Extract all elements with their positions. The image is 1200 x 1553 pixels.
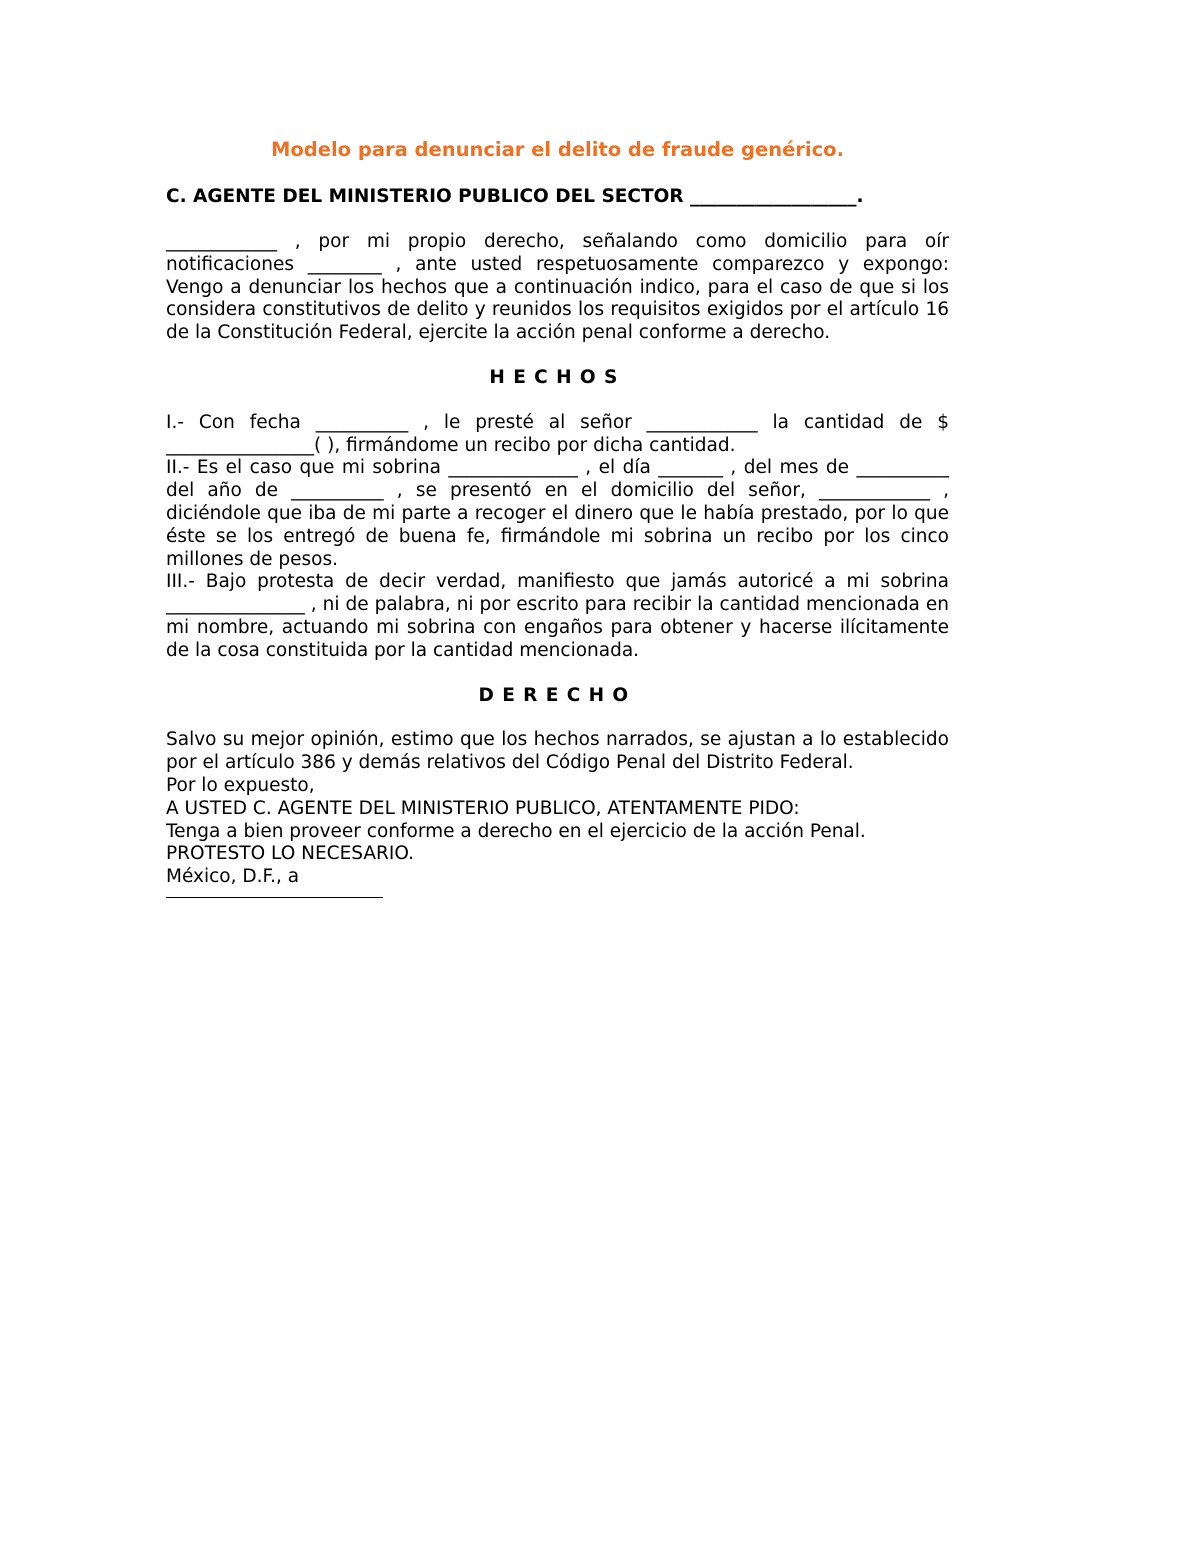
hecho-2: II.- Es el caso que mi sobrina ______________ , el día _______ , del mes de __________ del año de __________ , se presentó en el domicilio del señor, ____________ , diciéndole que iba de mi parte a recoger el dinero que le había prestado, por lo que éste se los entregó de buena fe, firmándole mi sobrina un recibo por los cinco millones de pesos.: [166, 457, 949, 570]
hecho-3: III.- Bajo protesta de decir verdad, manifiesto que jamás autoricé a mi sobrina _______________ , ni de palabra, ni por escrito para recibir la cantidad mencionada en mi nombre, actuando mi sobrina con engaños para obtener y hacerse ilícitamente de la cosa constituida por la cantidad mencionada.: [166, 571, 949, 661]
signature-line: [166, 889, 383, 898]
closing-line-2: A USTED C. AGENTE DEL MINISTERIO PUBLICO, ATENTAMENTE PIDO:: [166, 797, 800, 819]
closing-line-4: PROTESTO LO NECESARIO.: [166, 843, 415, 865]
hechos-heading: HECHOS: [489, 366, 626, 388]
place-date-line: México, D.F., a: [166, 866, 300, 888]
closing-line-1: Por lo expuesto,: [166, 774, 315, 796]
hecho-1: I.- Con fecha __________ , le presté al señor ____________ la cantidad de $ ________________( ), firmándome un recibo por dicha cantidad.: [166, 411, 949, 456]
addressee-line: C. AGENTE DEL MINISTERIO PUBLICO DEL SECTOR __________________.: [166, 186, 864, 207]
document-page: [166, 136, 949, 898]
closing-line-3: Tenga a bien proveer conforme a derecho en el ejercicio de la acción Penal.: [166, 820, 866, 842]
document-title: Modelo para denunciar el delito de fraude genérico.: [271, 138, 844, 161]
intro-paragraph: ____________ , por mi propio derecho, señalando como domicilio para oír notificaciones ________ , ante usted respetuosamente comparezco y expongo: Vengo a denunciar los hechos que a continuación indico, para el caso de que si los considera constitutivos de delito y reunidos los requisitos exigidos por el artículo 16 de la Constitución Federal, ejercite la acción penal conforme a derecho.: [166, 231, 949, 344]
derecho-heading: DERECHO: [478, 684, 637, 706]
derecho-paragraph: Salvo su mejor opinión, estimo que los hechos narrados, se ajustan a lo establecido por el artículo 386 y demás relativos del Código Penal del Distrito Federal.: [166, 729, 949, 774]
